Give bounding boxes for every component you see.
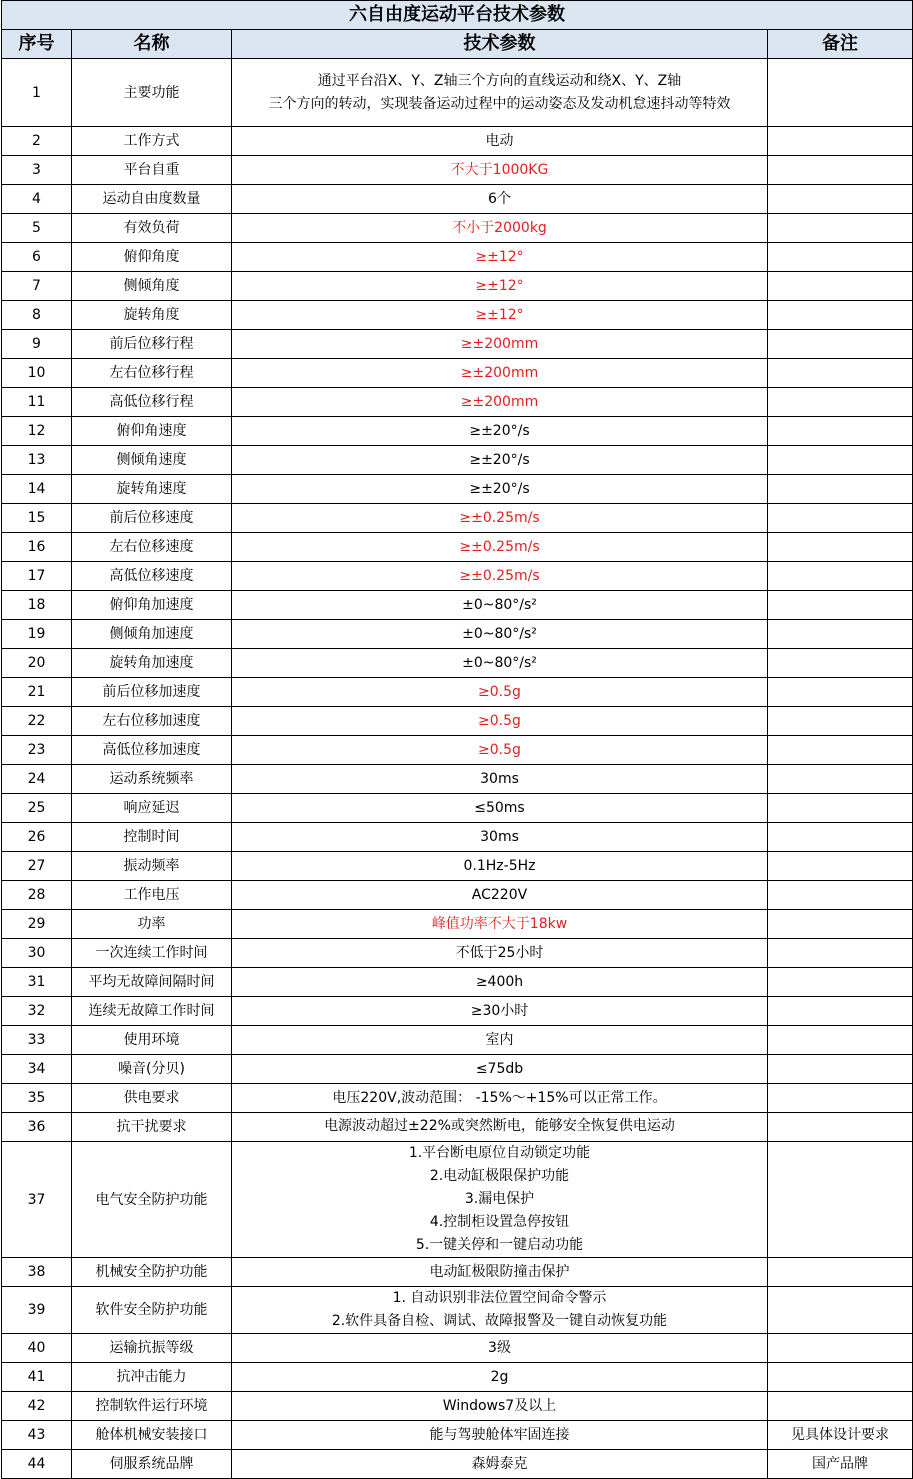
row-name: 旋转角加速度 bbox=[72, 649, 232, 678]
row-index: 25 bbox=[2, 794, 72, 823]
row-note bbox=[768, 765, 913, 794]
row-index: 40 bbox=[2, 1334, 72, 1363]
row-name: 平台自重 bbox=[72, 156, 232, 185]
row-note bbox=[768, 968, 913, 997]
row-note bbox=[768, 185, 913, 214]
row-note bbox=[768, 446, 913, 475]
table-row bbox=[2, 330, 913, 359]
row-name: 高低位移行程 bbox=[72, 388, 232, 417]
row-name: 使用环境 bbox=[72, 1026, 232, 1055]
row-note bbox=[768, 591, 913, 620]
row-note bbox=[768, 678, 913, 707]
row-spec: ≥0.5g bbox=[232, 707, 768, 736]
header-index: 序号 bbox=[2, 30, 72, 59]
row-index: 42 bbox=[2, 1392, 72, 1421]
table-row bbox=[2, 736, 913, 765]
row-spec: ≥0.5g bbox=[232, 678, 768, 707]
row-note bbox=[768, 1084, 913, 1113]
table-row bbox=[2, 214, 913, 243]
row-index: 38 bbox=[2, 1258, 72, 1287]
row-spec: ±0~80°/s² bbox=[232, 649, 768, 678]
row-name: 旋转角速度 bbox=[72, 475, 232, 504]
row-spec: ≥±200mm bbox=[232, 388, 768, 417]
row-spec: ≥0.5g bbox=[232, 736, 768, 765]
row-note bbox=[768, 1026, 913, 1055]
row-note bbox=[768, 214, 913, 243]
row-name: 平均无故障间隔时间 bbox=[72, 968, 232, 997]
row-spec: ≥30小时 bbox=[232, 997, 768, 1026]
table-row bbox=[2, 707, 913, 736]
row-index: 26 bbox=[2, 823, 72, 852]
row-note bbox=[768, 1287, 913, 1334]
header-row bbox=[2, 30, 913, 59]
row-index: 36 bbox=[2, 1113, 72, 1142]
table-row bbox=[2, 1084, 913, 1113]
row-index: 6 bbox=[2, 243, 72, 272]
row-index: 34 bbox=[2, 1055, 72, 1084]
row-spec: 6个 bbox=[232, 185, 768, 214]
row-name: 机械安全防护功能 bbox=[72, 1258, 232, 1287]
table-row bbox=[2, 533, 913, 562]
row-name: 伺服系统品牌 bbox=[72, 1450, 232, 1479]
table-row bbox=[2, 1334, 913, 1363]
table-row bbox=[2, 127, 913, 156]
row-index: 10 bbox=[2, 359, 72, 388]
row-index: 37 bbox=[2, 1142, 72, 1258]
row-index: 35 bbox=[2, 1084, 72, 1113]
row-note bbox=[768, 156, 913, 185]
row-spec: 室内 bbox=[232, 1026, 768, 1055]
row-index: 32 bbox=[2, 997, 72, 1026]
row-spec: ≥±0.25m/s bbox=[232, 562, 768, 591]
table-row bbox=[2, 156, 913, 185]
row-spec: ≥±20°/s bbox=[232, 446, 768, 475]
header-name: 名称 bbox=[72, 30, 232, 59]
row-index: 19 bbox=[2, 620, 72, 649]
table-row bbox=[2, 1450, 913, 1479]
row-name: 俯仰角度 bbox=[72, 243, 232, 272]
row-spec: 不大于1000KG bbox=[232, 156, 768, 185]
row-index: 8 bbox=[2, 301, 72, 330]
table-row bbox=[2, 649, 913, 678]
row-note bbox=[768, 127, 913, 156]
row-index: 14 bbox=[2, 475, 72, 504]
row-index: 20 bbox=[2, 649, 72, 678]
row-name: 俯仰角加速度 bbox=[72, 591, 232, 620]
row-name: 左右位移加速度 bbox=[72, 707, 232, 736]
row-note: 见具体设计要求 bbox=[768, 1421, 913, 1450]
row-index: 27 bbox=[2, 852, 72, 881]
row-spec: 2g bbox=[232, 1363, 768, 1392]
table-row bbox=[2, 1392, 913, 1421]
row-note bbox=[768, 1055, 913, 1084]
row-spec: AC220V bbox=[232, 881, 768, 910]
header-note: 备注 bbox=[768, 30, 913, 59]
row-name: 功率 bbox=[72, 910, 232, 939]
table-row bbox=[2, 1113, 913, 1142]
row-name: 舱体机械安装接口 bbox=[72, 1421, 232, 1450]
row-name: 控制软件运行环境 bbox=[72, 1392, 232, 1421]
table-row bbox=[2, 59, 913, 127]
row-name: 侧倾角加速度 bbox=[72, 620, 232, 649]
table-row bbox=[2, 1026, 913, 1055]
row-note bbox=[768, 475, 913, 504]
row-index: 9 bbox=[2, 330, 72, 359]
row-name: 高低位移速度 bbox=[72, 562, 232, 591]
row-name: 侧倾角速度 bbox=[72, 446, 232, 475]
row-spec: 电动 bbox=[232, 127, 768, 156]
table-title: 六自由度运动平台技术参数 bbox=[2, 1, 913, 30]
row-name: 连续无故障工作时间 bbox=[72, 997, 232, 1026]
row-index: 23 bbox=[2, 736, 72, 765]
row-name: 前后位移行程 bbox=[72, 330, 232, 359]
row-spec: 电压220V,波动范围： -15%～+15%可以正常工作。 bbox=[232, 1084, 768, 1113]
row-spec: ≥400h bbox=[232, 968, 768, 997]
row-note bbox=[768, 910, 913, 939]
table-row bbox=[2, 823, 913, 852]
row-index: 33 bbox=[2, 1026, 72, 1055]
table-row bbox=[2, 620, 913, 649]
row-index: 41 bbox=[2, 1363, 72, 1392]
table-row bbox=[2, 446, 913, 475]
table-row bbox=[2, 794, 913, 823]
table-row bbox=[2, 678, 913, 707]
row-note bbox=[768, 997, 913, 1026]
row-note bbox=[768, 1363, 913, 1392]
row-spec: ≥±12° bbox=[232, 272, 768, 301]
row-note bbox=[768, 649, 913, 678]
row-name: 噪音(分贝) bbox=[72, 1055, 232, 1084]
row-index: 17 bbox=[2, 562, 72, 591]
row-index: 30 bbox=[2, 939, 72, 968]
row-spec bbox=[232, 1113, 768, 1142]
row-name: 高低位移加速度 bbox=[72, 736, 232, 765]
row-note bbox=[768, 243, 913, 272]
row-name: 有效负荷 bbox=[72, 214, 232, 243]
row-spec: ≥±200mm bbox=[232, 359, 768, 388]
row-index: 1 bbox=[2, 59, 72, 127]
table-row bbox=[2, 417, 913, 446]
row-index: 31 bbox=[2, 968, 72, 997]
row-name: 控制时间 bbox=[72, 823, 232, 852]
table-row bbox=[2, 1287, 913, 1334]
row-index: 43 bbox=[2, 1421, 72, 1450]
row-name: 软件安全防护功能 bbox=[72, 1287, 232, 1334]
row-name: 俯仰角速度 bbox=[72, 417, 232, 446]
row-note bbox=[768, 852, 913, 881]
row-name: 前后位移加速度 bbox=[72, 678, 232, 707]
table-row bbox=[2, 562, 913, 591]
row-name: 响应延迟 bbox=[72, 794, 232, 823]
row-name: 主要功能 bbox=[72, 59, 232, 127]
row-spec: 3级 bbox=[232, 1334, 768, 1363]
row-note bbox=[768, 1258, 913, 1287]
row-spec: ≥±20°/s bbox=[232, 417, 768, 446]
row-index: 28 bbox=[2, 881, 72, 910]
row-index: 13 bbox=[2, 446, 72, 475]
row-note bbox=[768, 359, 913, 388]
row-spec: ≥±12° bbox=[232, 301, 768, 330]
row-name: 运动系统频率 bbox=[72, 765, 232, 794]
row-spec: 能与驾驶舱体牢固连接 bbox=[232, 1421, 768, 1450]
row-index: 4 bbox=[2, 185, 72, 214]
table-row bbox=[2, 968, 913, 997]
row-spec: 0.1Hz-5Hz bbox=[232, 852, 768, 881]
row-index: 16 bbox=[2, 533, 72, 562]
row-index: 18 bbox=[2, 591, 72, 620]
table-row bbox=[2, 388, 913, 417]
row-spec: 电动缸极限防撞击保护 bbox=[232, 1258, 768, 1287]
row-note bbox=[768, 823, 913, 852]
table-row bbox=[2, 243, 913, 272]
row-name: 振动频率 bbox=[72, 852, 232, 881]
row-name: 运输抗振等级 bbox=[72, 1334, 232, 1363]
table-row bbox=[2, 504, 913, 533]
table-row bbox=[2, 185, 913, 214]
row-note bbox=[768, 388, 913, 417]
row-index: 44 bbox=[2, 1450, 72, 1479]
row-spec: 30ms bbox=[232, 823, 768, 852]
row-spec-text: 电源波动超过±22%或突然断电，能够安全恢复供电运动 bbox=[324, 1118, 675, 1134]
row-name: 电气安全防护功能 bbox=[72, 1142, 232, 1258]
row-spec: 森姆泰克 bbox=[232, 1450, 768, 1479]
table-body bbox=[2, 59, 913, 1479]
table-row bbox=[2, 1258, 913, 1287]
row-note: 国产品牌 bbox=[768, 1450, 913, 1479]
table-row bbox=[2, 765, 913, 794]
row-spec: ≥±20°/s bbox=[232, 475, 768, 504]
row-note bbox=[768, 562, 913, 591]
row-note bbox=[768, 794, 913, 823]
row-note bbox=[768, 881, 913, 910]
row-index: 29 bbox=[2, 910, 72, 939]
row-spec: 通过平台沿X、Y、Z轴三个方向的直线运动和绕X、Y、Z轴 三个方向的转动，实现装备运动过程中的运动姿态及发动机怠速抖动等特效 bbox=[232, 59, 768, 127]
spec-table bbox=[1, 0, 913, 1479]
header-spec: 技术参数 bbox=[232, 30, 768, 59]
row-spec: ≥±0.25m/s bbox=[232, 504, 768, 533]
row-spec: 1. 自动识别非法位置空间命令警示 2.软件具备自检、调试、故障报警及一键自动恢复功能 bbox=[232, 1287, 768, 1334]
row-spec: ±0~80°/s² bbox=[232, 591, 768, 620]
row-spec: 30ms bbox=[232, 765, 768, 794]
row-note bbox=[768, 1334, 913, 1363]
row-note bbox=[768, 533, 913, 562]
row-index: 39 bbox=[2, 1287, 72, 1334]
row-spec: 1.平台断电原位自动锁定功能 2.电动缸极限保护功能 3.漏电保护 4.控制柜设置急停按钮 5.一键关停和一键启动功能 bbox=[232, 1142, 768, 1258]
row-note bbox=[768, 330, 913, 359]
row-note bbox=[768, 1392, 913, 1421]
table-row bbox=[2, 301, 913, 330]
row-spec: ±0~80°/s² bbox=[232, 620, 768, 649]
table-row bbox=[2, 591, 913, 620]
row-spec: Windows7及以上 bbox=[232, 1392, 768, 1421]
row-spec: ≤50ms bbox=[232, 794, 768, 823]
row-index: 22 bbox=[2, 707, 72, 736]
row-index: 21 bbox=[2, 678, 72, 707]
table-row bbox=[2, 272, 913, 301]
row-index: 5 bbox=[2, 214, 72, 243]
row-spec: 不低于25小时 bbox=[232, 939, 768, 968]
table-row bbox=[2, 1055, 913, 1084]
row-spec: ≥±12° bbox=[232, 243, 768, 272]
row-name: 侧倾角度 bbox=[72, 272, 232, 301]
table-row bbox=[2, 939, 913, 968]
table-row bbox=[2, 852, 913, 881]
row-note bbox=[768, 504, 913, 533]
row-name: 抗冲击能力 bbox=[72, 1363, 232, 1392]
row-note bbox=[768, 736, 913, 765]
row-name: 运动自由度数量 bbox=[72, 185, 232, 214]
table-row bbox=[2, 359, 913, 388]
row-index: 2 bbox=[2, 127, 72, 156]
row-note bbox=[768, 272, 913, 301]
row-spec: ≥±0.25m/s bbox=[232, 533, 768, 562]
row-note bbox=[768, 417, 913, 446]
row-name: 供电要求 bbox=[72, 1084, 232, 1113]
row-note bbox=[768, 59, 913, 127]
row-note bbox=[768, 620, 913, 649]
row-name: 一次连续工作时间 bbox=[72, 939, 232, 968]
row-note bbox=[768, 1142, 913, 1258]
table-row bbox=[2, 1363, 913, 1392]
row-note bbox=[768, 1113, 913, 1142]
row-note bbox=[768, 707, 913, 736]
row-name: 左右位移行程 bbox=[72, 359, 232, 388]
row-spec: ≥±200mm bbox=[232, 330, 768, 359]
row-index: 11 bbox=[2, 388, 72, 417]
table-row bbox=[2, 910, 913, 939]
table-row bbox=[2, 997, 913, 1026]
row-name: 抗干扰要求 bbox=[72, 1113, 232, 1142]
row-spec: ≤75db bbox=[232, 1055, 768, 1084]
row-note bbox=[768, 939, 913, 968]
row-spec: 峰值功率不大于18kw bbox=[232, 910, 768, 939]
table-row bbox=[2, 881, 913, 910]
row-index: 7 bbox=[2, 272, 72, 301]
row-index: 15 bbox=[2, 504, 72, 533]
row-index: 24 bbox=[2, 765, 72, 794]
row-name: 工作电压 bbox=[72, 881, 232, 910]
table-row bbox=[2, 1421, 913, 1450]
row-name: 前后位移速度 bbox=[72, 504, 232, 533]
row-name: 旋转角度 bbox=[72, 301, 232, 330]
table-row bbox=[2, 475, 913, 504]
row-note bbox=[768, 301, 913, 330]
table-row bbox=[2, 1142, 913, 1258]
row-index: 3 bbox=[2, 156, 72, 185]
row-index: 12 bbox=[2, 417, 72, 446]
row-name: 工作方式 bbox=[72, 127, 232, 156]
row-name: 左右位移速度 bbox=[72, 533, 232, 562]
row-spec: 不小于2000kg bbox=[232, 214, 768, 243]
